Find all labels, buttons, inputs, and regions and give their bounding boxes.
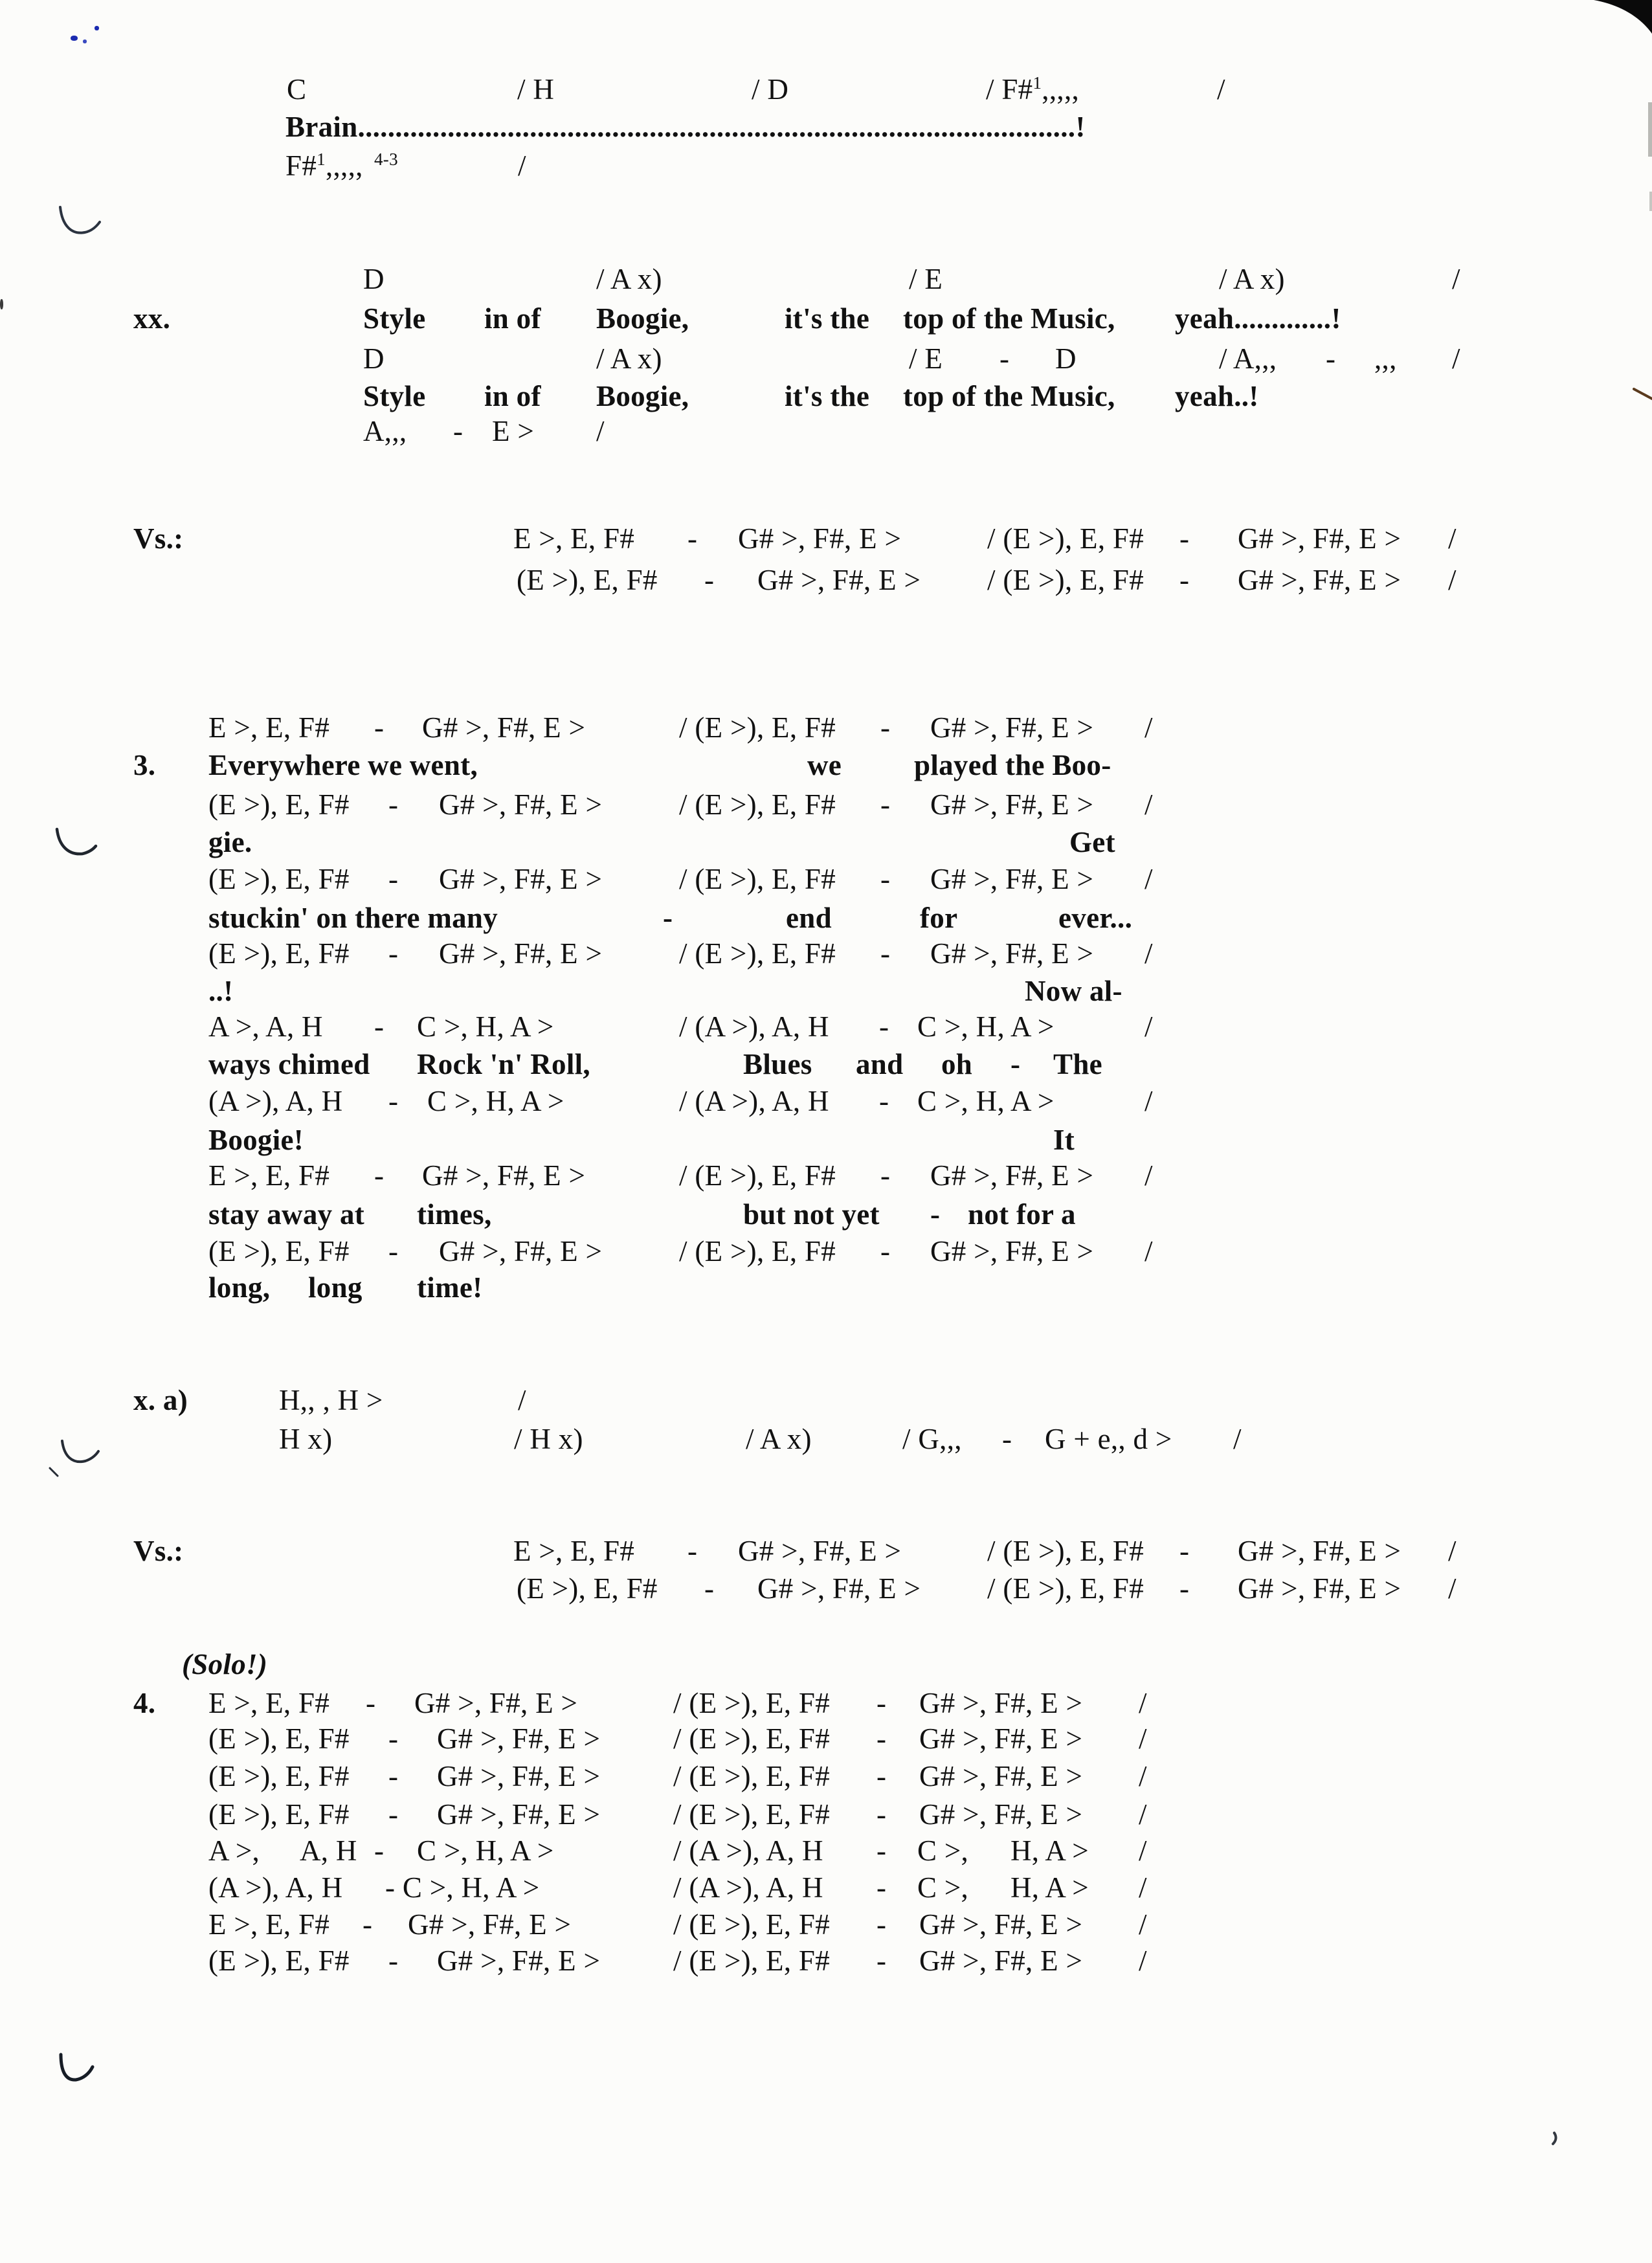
chord-segment: -	[374, 1010, 385, 1043]
chord-segment: / (E >), E, F#	[673, 1945, 831, 1977]
chord-segment: (E >), E, F#	[208, 1760, 350, 1792]
chord-segment: C >, H, A >	[917, 1085, 1055, 1117]
chord-segment: -	[704, 564, 715, 596]
chord-segment: E >, E, F#	[513, 522, 635, 555]
chord-line	[0, 342, 1652, 377]
chord-segment: -	[388, 788, 399, 821]
chord-segment: (E >), E, F#	[208, 1798, 350, 1831]
chord-segment: -	[876, 1834, 887, 1867]
chord-segment: A,,,	[363, 415, 407, 447]
chord-segment: -	[366, 1687, 376, 1719]
bar-slash: /	[1139, 1908, 1147, 1941]
chord-segment: E >, E, F#	[513, 1535, 635, 1567]
chord-segment: -	[388, 1945, 399, 1977]
chord-segment: G# >, F#, E >	[757, 1572, 921, 1605]
chord-segment: G# >, F#, E >	[437, 1722, 601, 1755]
chord-segment: G# >, F#, E >	[437, 1760, 601, 1792]
chord-segment: -	[876, 1908, 887, 1941]
section-label: Vs.:	[133, 522, 184, 555]
chord-segment: D	[363, 263, 385, 295]
lyric-segment: it's the	[785, 380, 870, 412]
bar-slash: /	[1144, 863, 1153, 895]
chord-line	[0, 1084, 1652, 1119]
section-label	[133, 1383, 188, 1417]
chord-segment: G# >, F#, E >	[930, 1235, 1094, 1267]
chord-segment: / (E >), E, F#	[679, 863, 836, 895]
lyric-segment: but not yet	[743, 1198, 880, 1231]
chord-segment: G# >, F#, E >	[919, 1760, 1083, 1792]
chord-segment: -	[880, 1235, 891, 1267]
chord-segment: -	[1002, 1423, 1012, 1455]
chord-segment: (E >), E, F#	[208, 937, 350, 970]
lyric-segment: it's the	[785, 302, 870, 335]
lyric-segment: It	[1053, 1124, 1075, 1156]
chord-segment: 4-3	[374, 150, 398, 169]
chord-segment: E >, E, F#	[208, 711, 330, 744]
chord-segment: -	[388, 937, 399, 970]
chord-segment: -	[1179, 522, 1190, 555]
chord-line	[0, 1159, 1652, 1194]
chord-segment: -	[1179, 1572, 1190, 1605]
chord-line	[0, 788, 1652, 823]
bar-slash: /	[1448, 522, 1457, 555]
chord-segment: G# >, F#, E >	[437, 1945, 601, 1977]
bar-slash: /	[1139, 1945, 1147, 1977]
chord-segment: G# >, F#, E >	[919, 1908, 1083, 1941]
lyric-segment: stuckin' on there many	[208, 902, 498, 934]
chord-segment: (E >), E, F#	[208, 1722, 350, 1755]
chord-segment: / (E >), E, F#	[987, 1535, 1144, 1567]
chord-segment: G# >, F#, E >	[439, 788, 603, 821]
lyric-segment: long,	[208, 1271, 271, 1304]
chord-segment: / (E >), E, F#	[673, 1722, 831, 1755]
chord-segment: E >	[492, 415, 535, 447]
chord-segment: A, H	[300, 1834, 357, 1867]
lyric-segment: Brain................................................................................................!	[285, 111, 1086, 143]
lyric-segment: Get	[1069, 826, 1115, 858]
section-label: xx.	[133, 302, 171, 335]
lyric-segment: Boogie!	[208, 1124, 304, 1156]
chord-line	[0, 1798, 1652, 1833]
superscript: 1	[317, 150, 326, 169]
text-part: x.	[133, 1384, 163, 1416]
chord-segment: C >, H, A >	[917, 1010, 1055, 1043]
lyric-line	[0, 1047, 1652, 1082]
chord-line	[0, 937, 1652, 972]
text-part: a)	[162, 1384, 188, 1416]
chord-segment: G# >, F#, E >	[422, 1159, 586, 1192]
lyric-segment: yeah..!	[1175, 380, 1259, 412]
chord-segment: (E >), E, F#	[517, 1572, 658, 1605]
chord-segment: / (E >), E, F#	[987, 564, 1144, 596]
bar-slash: /	[1144, 1010, 1153, 1043]
chord-segment: H,, , H >	[279, 1384, 383, 1416]
chord-segment: -	[388, 1798, 399, 1831]
lyric-segment: top of the Music,	[903, 380, 1115, 412]
lyric-segment: Now al-	[1025, 975, 1122, 1007]
chord-segment: / (E >), E, F#	[987, 522, 1144, 555]
chord-segment: G# >, F#, E >	[919, 1687, 1083, 1719]
lyric-segment: in of	[484, 302, 541, 335]
chord-segment: / (A >), A, H	[679, 1010, 829, 1043]
chord-segment: ,,,	[1374, 342, 1397, 375]
lyric-segment: Boogie,	[596, 302, 689, 335]
ink-speck	[71, 36, 78, 41]
lyric-line	[0, 110, 1652, 145]
lyric-line	[0, 1123, 1652, 1158]
chord-segment: -	[374, 711, 385, 744]
lyric-line	[0, 1647, 1652, 1682]
chord-segment: G# >, F#, E >	[930, 937, 1094, 970]
text-part: ,,,,,	[325, 150, 363, 182]
chord-segment: / E	[909, 263, 943, 295]
bar-slash: /	[1139, 1760, 1147, 1792]
bar-slash: /	[1448, 1572, 1457, 1605]
chord-segment: G# >, F#, E >	[422, 711, 586, 744]
bar-slash: /	[1144, 1085, 1153, 1117]
chord-segment: G# >, F#, E >	[439, 1235, 603, 1267]
section-label: 4.	[133, 1687, 156, 1719]
chord-segment: -	[374, 1159, 385, 1192]
chord-line	[0, 1944, 1652, 1979]
bar-slash: /	[1452, 263, 1460, 295]
scan-edge-smudge	[1648, 102, 1652, 157]
chord-segment: / A x)	[746, 1423, 812, 1455]
chord-segment: G# >, F#, E >	[1238, 1535, 1401, 1567]
chord-segment: / (E >), E, F#	[673, 1798, 831, 1831]
lyric-segment: ..!	[208, 975, 234, 1007]
edge-tick	[0, 299, 3, 309]
chord-line	[0, 262, 1652, 297]
scan-edge-smudge	[1649, 192, 1652, 211]
chord-segment: -	[876, 1687, 887, 1719]
lyric-segment: times,	[417, 1198, 492, 1231]
bar-slash: /	[1144, 788, 1153, 821]
chord-segment: H x)	[279, 1423, 333, 1455]
chord-segment: C >, H, A >	[417, 1834, 554, 1867]
chord-line	[0, 1383, 1652, 1418]
bar-slash: /	[1139, 1687, 1147, 1719]
bar-slash: /	[1139, 1798, 1147, 1831]
chord-segment: (A >), A, H	[208, 1871, 343, 1904]
chord-segment: / (E >), E, F#	[679, 937, 836, 970]
chord-line	[0, 149, 1652, 184]
chord-segment: (E >), E, F#	[517, 564, 658, 596]
chord-segment: C	[287, 73, 307, 106]
lyric-segment: -	[663, 902, 673, 934]
chord-line	[0, 862, 1652, 897]
chord-segment: C >, H, A >	[417, 1010, 554, 1043]
chord-segment: / H x)	[514, 1423, 583, 1455]
chord-line	[0, 1686, 1652, 1721]
section-label: Vs.:	[133, 1535, 184, 1567]
lyric-line	[0, 1271, 1652, 1306]
ink-speck	[83, 39, 87, 43]
ink-apostrophe-bottom-right	[1553, 2133, 1556, 2144]
bar-slash: /	[1448, 1535, 1457, 1567]
chord-segment: -	[880, 711, 891, 744]
chord-segment: -	[879, 1010, 889, 1043]
chord-segment: / (E >), E, F#	[679, 1235, 836, 1267]
bar-slash: /	[596, 415, 605, 447]
bar-slash: /	[1144, 937, 1153, 970]
chord-segment: A >,	[208, 1834, 260, 1867]
chord-segment: C >,	[917, 1871, 969, 1904]
bar-slash: /	[1144, 1159, 1153, 1192]
chord-line	[0, 522, 1652, 557]
lyric-segment: top of the Music,	[903, 302, 1115, 335]
lyric-line	[0, 1198, 1652, 1232]
chord-line	[0, 1834, 1652, 1869]
chord-segment: - C >, H, A >	[385, 1871, 540, 1904]
chord-segment: -	[876, 1871, 887, 1904]
lyric-segment: long	[308, 1271, 363, 1304]
chord-segment: / E	[909, 342, 943, 375]
chord-segment: / (E >), E, F#	[679, 711, 836, 744]
lyric-segment: in of	[484, 380, 541, 412]
chord-segment: (A >), A, H	[208, 1085, 343, 1117]
chord-segment: D	[363, 342, 385, 375]
lyric-segment: Style	[363, 302, 426, 335]
lyric-segment: Rock 'n' Roll,	[417, 1048, 590, 1080]
lyric-segment: Style	[363, 380, 426, 412]
chord-segment: / D	[752, 73, 789, 106]
chord-segment	[986, 72, 1079, 110]
chord-segment: -	[876, 1945, 887, 1977]
chord-segment: -	[388, 1722, 399, 1755]
chord-segment: E >, E, F#	[208, 1687, 330, 1719]
lyric-line	[0, 901, 1652, 936]
chord-segment: / (E >), E, F#	[673, 1908, 831, 1941]
chord-segment: G# >, F#, E >	[437, 1798, 601, 1831]
chord-segment: G# >, F#, E >	[919, 1722, 1083, 1755]
lyric-line	[0, 825, 1652, 860]
chord-line	[0, 1422, 1652, 1457]
chord-segment: G# >, F#, E >	[930, 1159, 1094, 1192]
chord-segment: -	[879, 1085, 889, 1117]
bar-slash: /	[1139, 1871, 1147, 1904]
chord-segment: E >, E, F#	[208, 1159, 330, 1192]
text-part: F#	[285, 150, 317, 182]
chord-segment: G# >, F#, E >	[919, 1798, 1083, 1831]
lyric-segment: The	[1053, 1048, 1102, 1080]
chord-segment: -	[453, 415, 463, 447]
chord-segment: -	[374, 1834, 385, 1867]
chord-line	[0, 1010, 1652, 1045]
bar-slash: /	[1144, 1235, 1153, 1267]
chord-segment: (E >), E, F#	[208, 863, 350, 895]
chord-segment: G# >, F#, E >	[1238, 522, 1401, 555]
lyric-segment: gie.	[208, 826, 252, 858]
chord-line	[0, 1722, 1652, 1757]
chord-segment: / (E >), E, F#	[679, 1159, 836, 1192]
section-label: 3.	[133, 749, 156, 781]
chord-segment: -	[687, 1535, 698, 1567]
chord-segment: D	[1055, 342, 1077, 375]
lyric-segment: stay away at	[208, 1198, 365, 1231]
chord-segment: -	[687, 522, 698, 555]
chord-segment: / (A >), A, H	[673, 1834, 823, 1867]
chord-line	[0, 72, 1652, 107]
chord-segment: G# >, F#, E >	[439, 937, 603, 970]
chord-segment	[285, 149, 363, 186]
chord-segment: / G,,,	[902, 1423, 962, 1455]
lyric-segment: not for a	[968, 1198, 1076, 1231]
chord-segment: G# >, F#, E >	[919, 1945, 1083, 1977]
chord-segment: -	[704, 1572, 715, 1605]
solo-label: (Solo!)	[182, 1648, 268, 1680]
chord-segment: -	[876, 1798, 887, 1831]
chord-segment: C >,	[917, 1834, 969, 1867]
chord-segment: -	[363, 1908, 373, 1941]
chord-segment: -	[999, 342, 1010, 375]
chord-segment: / H	[517, 73, 555, 106]
lyric-segment: oh	[941, 1048, 973, 1080]
lyric-segment: -	[1010, 1048, 1021, 1080]
chord-line	[0, 1759, 1652, 1794]
chord-segment: C >, H, A >	[427, 1085, 564, 1117]
text-part: ,,,,,	[1042, 73, 1080, 106]
chord-segment: (E >), E, F#	[208, 1235, 350, 1267]
chord-segment: -	[1179, 1535, 1190, 1567]
chord-segment: / A x)	[596, 263, 662, 295]
lyric-segment: end	[786, 902, 832, 934]
chord-line	[0, 1572, 1652, 1607]
chord-line	[0, 1871, 1652, 1906]
chord-segment: G# >, F#, E >	[439, 863, 603, 895]
chord-segment: (E >), E, F#	[208, 788, 350, 821]
superscript: 1	[1032, 73, 1042, 93]
chord-line	[0, 711, 1652, 746]
chord-segment: / A x)	[1219, 263, 1285, 295]
chord-line	[0, 414, 1652, 449]
chord-segment: / (E >), E, F#	[673, 1760, 831, 1792]
chord-segment: G# >, F#, E >	[738, 1535, 902, 1567]
bar-slash: /	[1452, 342, 1460, 375]
chord-segment: H, A >	[1010, 1834, 1089, 1867]
lyric-segment: Boogie,	[596, 380, 689, 412]
bar-slash: /	[1139, 1834, 1147, 1867]
scan-corner-black	[1594, 0, 1652, 34]
bar-slash: /	[1448, 564, 1457, 596]
chord-segment: G + e,, d >	[1045, 1423, 1172, 1455]
lyric-line	[0, 974, 1652, 1009]
bar-slash: /	[518, 150, 526, 182]
chord-segment: / (E >), E, F#	[673, 1687, 831, 1719]
lyric-line	[0, 379, 1652, 414]
chord-segment: -	[876, 1760, 887, 1792]
chord-segment: G# >, F#, E >	[414, 1687, 578, 1719]
chord-line	[0, 1234, 1652, 1269]
lyric-segment: Blues	[743, 1048, 812, 1080]
chord-segment: E >, E, F#	[208, 1908, 330, 1941]
chord-segment: -	[880, 937, 891, 970]
chord-segment: G# >, F#, E >	[1238, 1572, 1401, 1605]
lyric-segment: Everywhere we went,	[208, 749, 478, 781]
chord-segment: -	[880, 788, 891, 821]
lyric-segment: we	[807, 749, 842, 781]
lyric-line	[0, 302, 1652, 337]
bar-slash: /	[1217, 73, 1225, 106]
lyric-segment: -	[930, 1198, 941, 1231]
chord-segment: (E >), E, F#	[208, 1945, 350, 1977]
chord-segment: H, A >	[1010, 1871, 1089, 1904]
lyric-segment: played the Boo-	[914, 749, 1111, 781]
chord-segment: G# >, F#, E >	[930, 711, 1094, 744]
chord-segment: G# >, F#, E >	[757, 564, 921, 596]
chord-segment: -	[388, 1085, 399, 1117]
bar-slash: /	[518, 1384, 526, 1416]
lyric-segment: ways chimed	[208, 1048, 370, 1080]
chord-segment: / (A >), A, H	[673, 1871, 823, 1904]
text-part: / F#	[986, 73, 1033, 106]
lyric-segment: ever...	[1058, 902, 1133, 934]
chord-line	[0, 563, 1652, 598]
chord-segment: -	[388, 1760, 399, 1792]
lyric-segment: and	[856, 1048, 904, 1080]
lyric-segment: for	[920, 902, 958, 934]
chord-segment: -	[388, 1235, 399, 1267]
lyric-line	[0, 748, 1652, 783]
chord-segment: / (E >), E, F#	[679, 788, 836, 821]
pen-hook-1	[60, 207, 100, 233]
chord-segment: -	[1326, 342, 1336, 375]
chord-segment: / A x)	[596, 342, 662, 375]
chord-segment: -	[880, 1159, 891, 1192]
chord-segment: / (E >), E, F#	[987, 1572, 1144, 1605]
pen-tick-3b	[50, 1468, 58, 1476]
chord-segment: -	[876, 1722, 887, 1755]
chord-segment: A >, A, H	[208, 1010, 323, 1043]
chord-segment: -	[1179, 564, 1190, 596]
chord-segment: / A,,,	[1219, 342, 1277, 375]
lyric-segment: yeah.............!	[1175, 302, 1341, 335]
bar-slash: /	[1139, 1722, 1147, 1755]
chord-segment: G# >, F#, E >	[930, 863, 1094, 895]
bar-slash: /	[1233, 1423, 1242, 1455]
chord-segment: G# >, F#, E >	[408, 1908, 572, 1941]
chord-line	[0, 1534, 1652, 1569]
lyric-segment: time!	[417, 1271, 483, 1304]
chord-line	[0, 1908, 1652, 1943]
chord-segment: G# >, F#, E >	[930, 788, 1094, 821]
chord-segment: G# >, F#, E >	[1238, 564, 1401, 596]
chord-segment: -	[388, 863, 399, 895]
chord-segment: -	[880, 863, 891, 895]
chord-segment: G# >, F#, E >	[738, 522, 902, 555]
chord-segment: / (A >), A, H	[679, 1085, 829, 1117]
pen-hook-4	[61, 2055, 93, 2080]
ink-speck	[95, 26, 99, 30]
bar-slash: /	[1144, 711, 1153, 744]
